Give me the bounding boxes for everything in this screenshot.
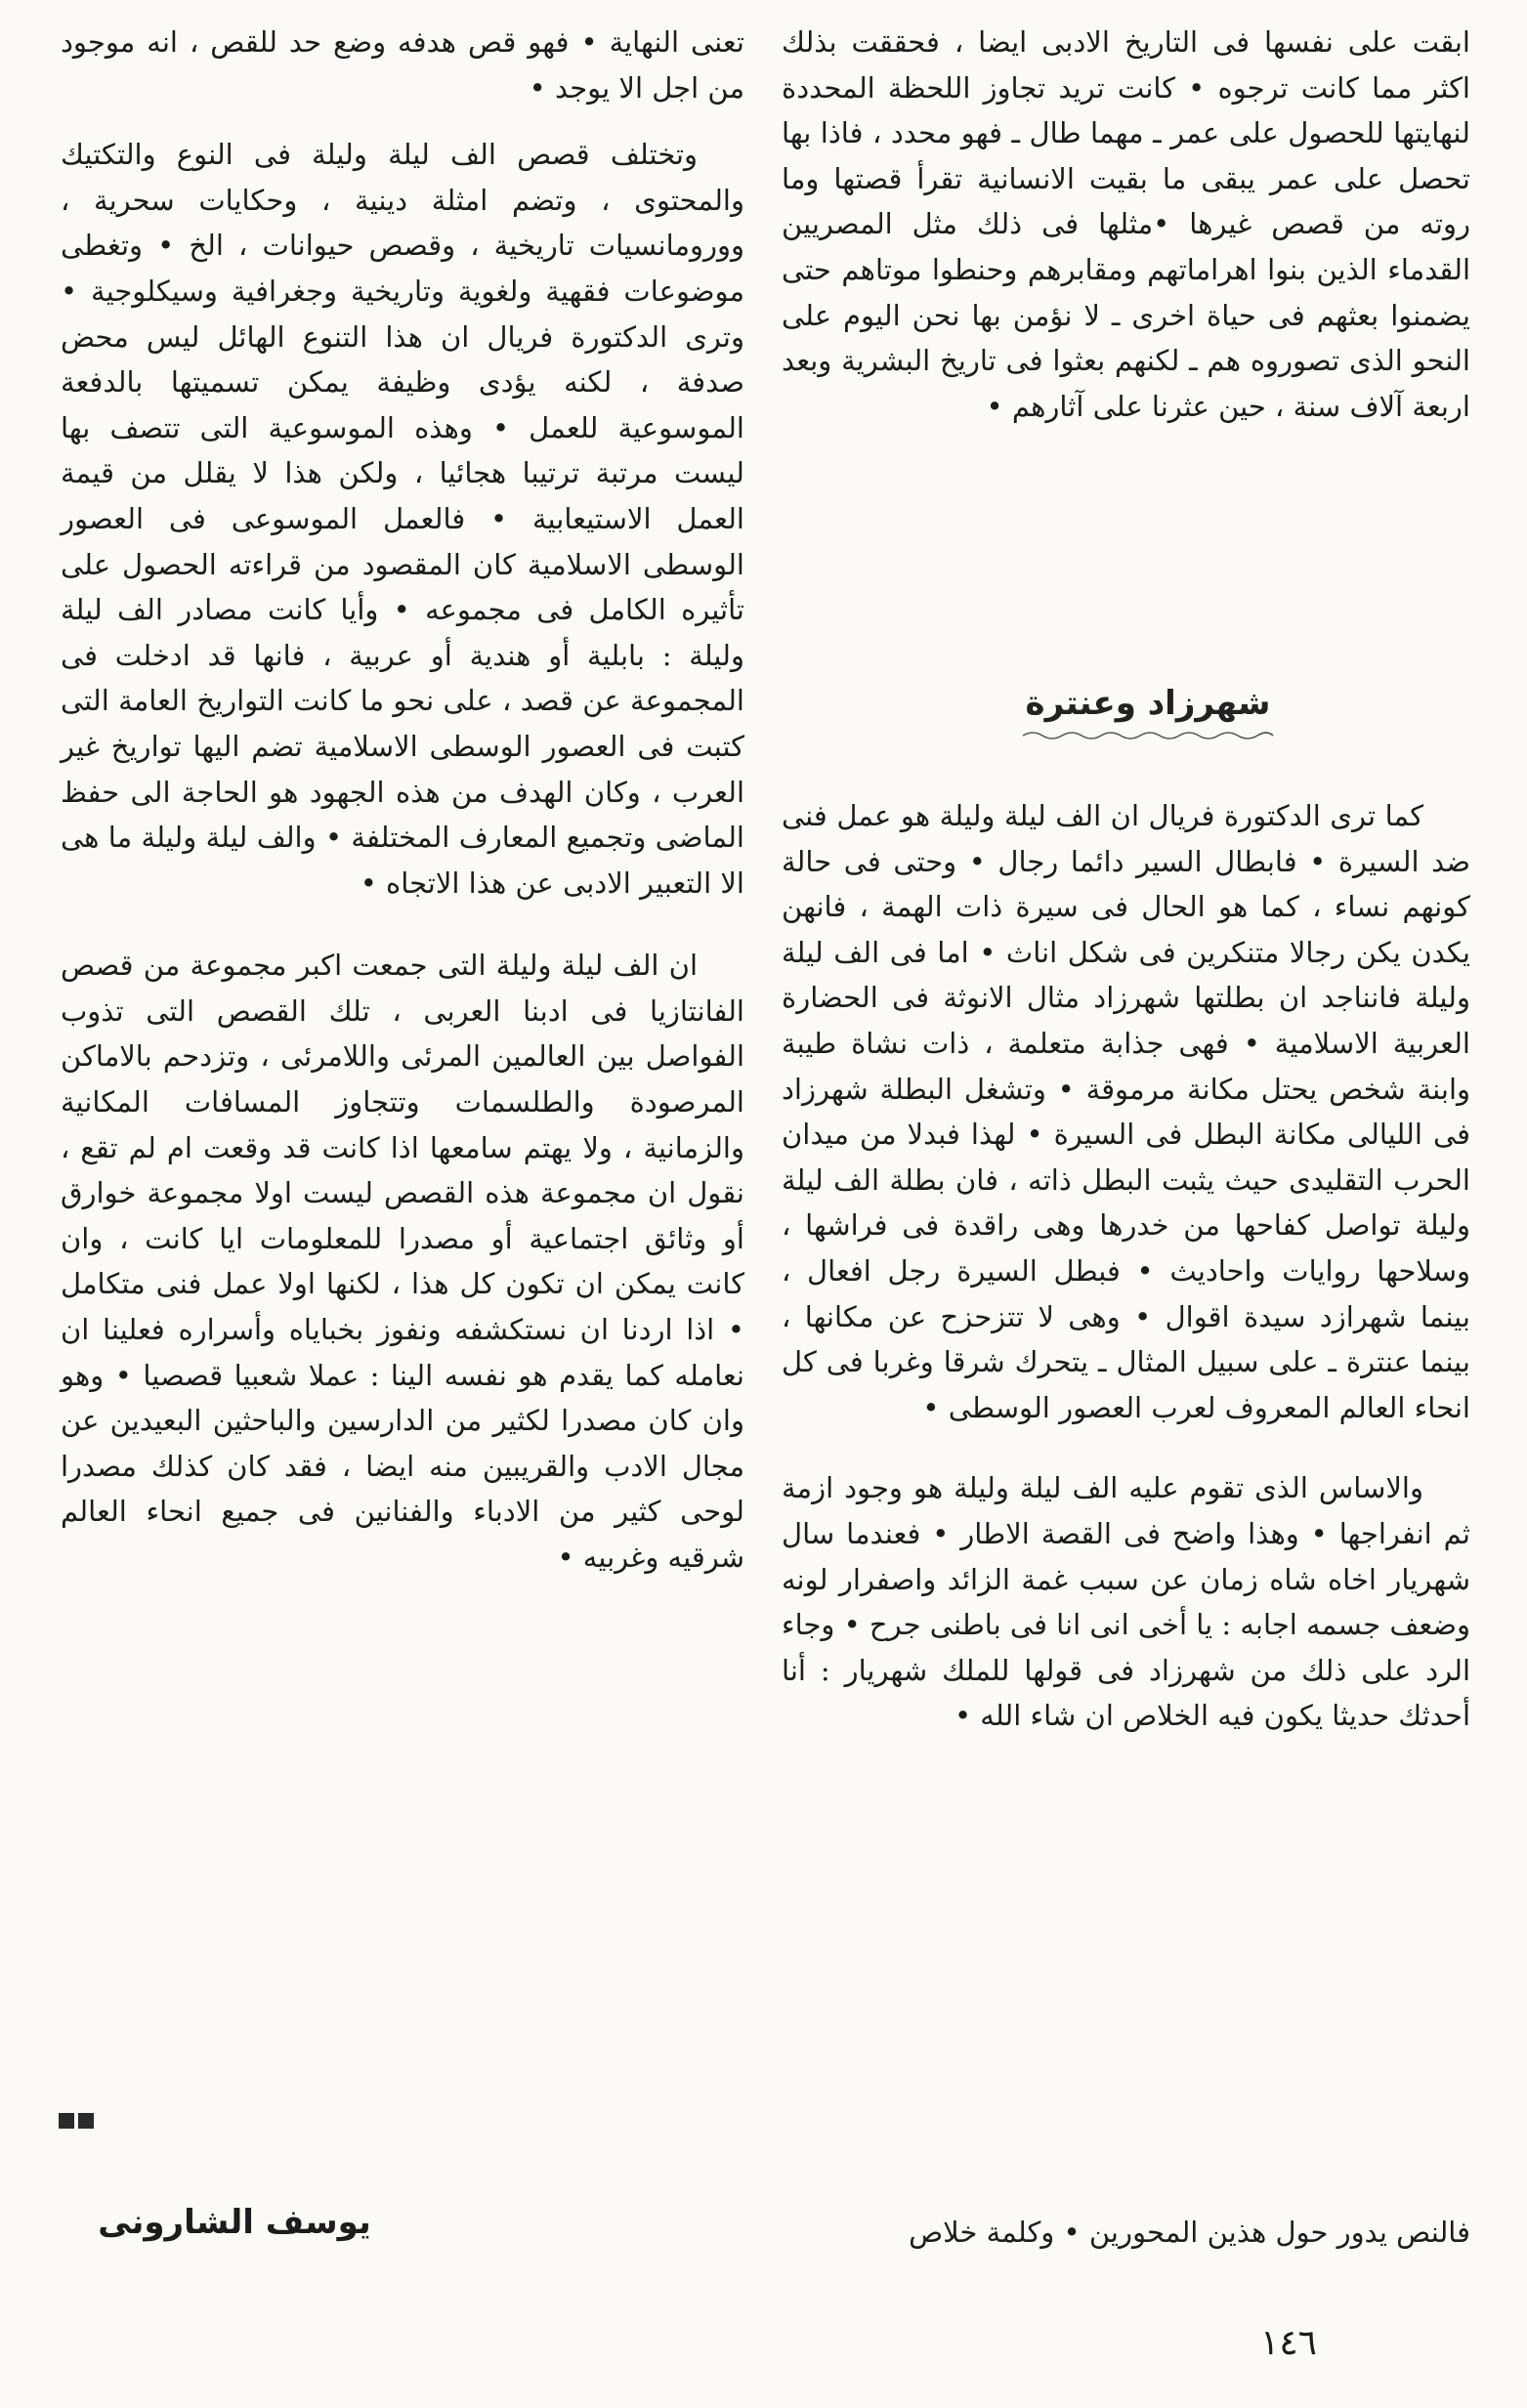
left-paragraph-2: وتختلف قصص الف ليلة وليلة فى النوع والتكتيك والمحتوى ، وتضم امثلة دينية ، وحكايات سحرية ، وورومانسيات تاريخية ، وقصص حيوانات ، الخ • وتغطى موضوعات فقهية ولغوية وتاريخية وجغرافية وسيكلوجية • وترى الدكتورة فريال ان هذا التنوع الهائل ليس محض صدفة ، لكنه يؤدى وظيفة يمكن تسميتها بالدفعة الموسوعية للعمل • وهذه الموسوعية التى تتصف بها ليست مرتبة ترتيبا هجائيا ، ولكن هذا لا يقلل من قيمة العمل الاستيعابية • فالعمل الموسوعى فى العصور الوسطى الاسلامية كان المقصود من قراءته الحصول على تأثيره الكامل فى مجموعه • وأيا كانت مصادر الف ليلة وليلة : بابلية أو هندية أو عربية ، فانها قد ادخلت فى المجموعة عن قصد ، على نحو ما كانت التواريخ العامة التى كتبت فى العصور الوسطى الاسلامية تضم اليها تواريخ غير العرب ، وكان الهدف من هذه الجهود هو الحاجة الى حفظ الماضى وتجميع المعارف المختلفة • والف ليلة وليلة ما هى الا التعبير الادبى عن هذا الاتجاه •	[61, 138, 744, 900]
author-name: يوسف الشارونى	[98, 2203, 371, 2242]
end-square-icon	[59, 2113, 74, 2129]
section-heading	[938, 684, 1358, 742]
section-title: شهرزاد وعنترة	[1025, 684, 1271, 723]
page-number: ١٤٦	[1260, 2323, 1318, 2363]
right-column-top	[782, 20, 1470, 429]
end-of-article-mark	[59, 2113, 94, 2129]
left-paragraph-3: ان الف ليلة وليلة التى جمعت اكبر مجموعة من قصص الفانتازيا فى ادبنا العربى ، تلك القصص التى تذوب الفواصل بين العالمين المرئى واللامرئى ، وتزدحم بالاماكن المرصودة والطلسمات وتتجاوز المسافات المكانية والزمانية ، ولا يهتم سامعها اذا كانت قد وقعت ام لم تقع ، نقول ان مجموعة هذه القصص ليست اولا مجموعة خوارق أو وثائق اجتماعية أو مصدرا للمعلومات ايا كانت ، وان كانت يمكن ان تكون كل هذا ، لكنها اولا عمل فنى متكامل • اذا اردنا ان نستكشفه ونفوز بخباياه وأسراره فعلينا ان نعامله كما يقدم هو نفسه الينا : عملا شعبيا قصصيا • وهو وان كان مصدرا لكثير من الدارسين والباحثين البعيدين عن مجال الادب والقريبين منه ايضا ، فقد كان كذلك مصدرا لوحى كثير من الادباء والفنانين فى جميع انحاء العالم شرقيه وغربيه •	[61, 949, 744, 1574]
right-paragraph-intro: ابقت على نفسها فى التاريخ الادبى ايضا ، فحققت بذلك اكثر مما كانت ترجوه • كانت تريد تجاوز اللحظة المحددة لنهايتها للحصول على عمر ـ مهما طال ـ فهو محدد ، فاذا بها تحصل على عمر يبقى ما بقيت الانسانية تقرأ قصتها وما روته من قصص غيرها •مثلها فى ذلك مثل المصريين القدماء الذين بنوا اهراماتهم ومقابرهم وحنطوا موتاهم حتى يضمنوا بعثهم فى حياة اخرى ـ لا نؤمن بها نحن اليوم على النحو الذى تصوروه هم ـ لكنهم بعثوا فى تاريخ البشرية وبعد اربعة آلاف سنة ، حين عثرنا على آثارهم •	[782, 25, 1470, 423]
section-paragraph-1: كما ترى الدكتورة فريال ان الف ليلة وليلة هو عمل فنى ضد السيرة • فابطال السير دائما رجال • وحتى فى حالة كونهم نساء ، كما هو الحال فى سيرة ذات الهمة ، فانهن يكدن يكن رجالا متنكرين فى شكل اناث • اما فى الف ليلة وليلة فانناجد ان بطلتها شهرزاد مثال الانوثة فى الحضارة العربية الاسلامية • فهى جذابة متعلمة ، ذات نشاة طيبة وابنة شخص يحتل مكانة مرموقة • وتشغل البطلة شهرزاد فى الليالى مكانة البطل فى السيرة • لهذا فبدلا من ميدان الحرب التقليدى حيث يثبت البطل ذاته ، فان بطلة الف ليلة وليلة تواصل كفاحها من خدرها وهى راقدة فى فراشها ، وسلاحها روايات واحاديث • فبطل السيرة رجل افعال ، بينما شهرازد سيدة اقوال • وهى لا تتزحزح عن مكانها ، بينما عنترة ـ على سبيل المثال ـ يتحرك شرقا وغربا فى كل انحاء العالم المعروف لعرب العصور الوسطى •	[782, 799, 1470, 1424]
end-square-icon	[78, 2113, 94, 2129]
left-paragraph-1: تعنى النهاية • فهو قص هدفه وضع حد للقص ، انه موجود من اجل الا يوجد •	[61, 25, 744, 105]
closing-line: فالنص يدور حول هذين المحورين • وكلمة خلاص	[909, 2216, 1470, 2249]
title-underline-ornament	[1021, 729, 1275, 742]
right-column-section	[782, 793, 1470, 1739]
section-paragraph-2: والاساس الذى تقوم عليه الف ليلة وليلة هو وجود ازمة ثم انفراجها • وهذا واضح فى القصة الاطار • فعندما سال شهريار اخاه شاه زمان عن سبب غمة الزائد واصفرار لونه وضعف جسمه اجابه : يا أخى انى انا فى باطنى جرح • وجاء الرد على ذلك من شهرزاد فى قولها للملك شهريار : أنا أحدثك حديثا يكون فيه الخلاص ان شاء الله •	[781, 1471, 1470, 1733]
left-column	[61, 20, 744, 1581]
